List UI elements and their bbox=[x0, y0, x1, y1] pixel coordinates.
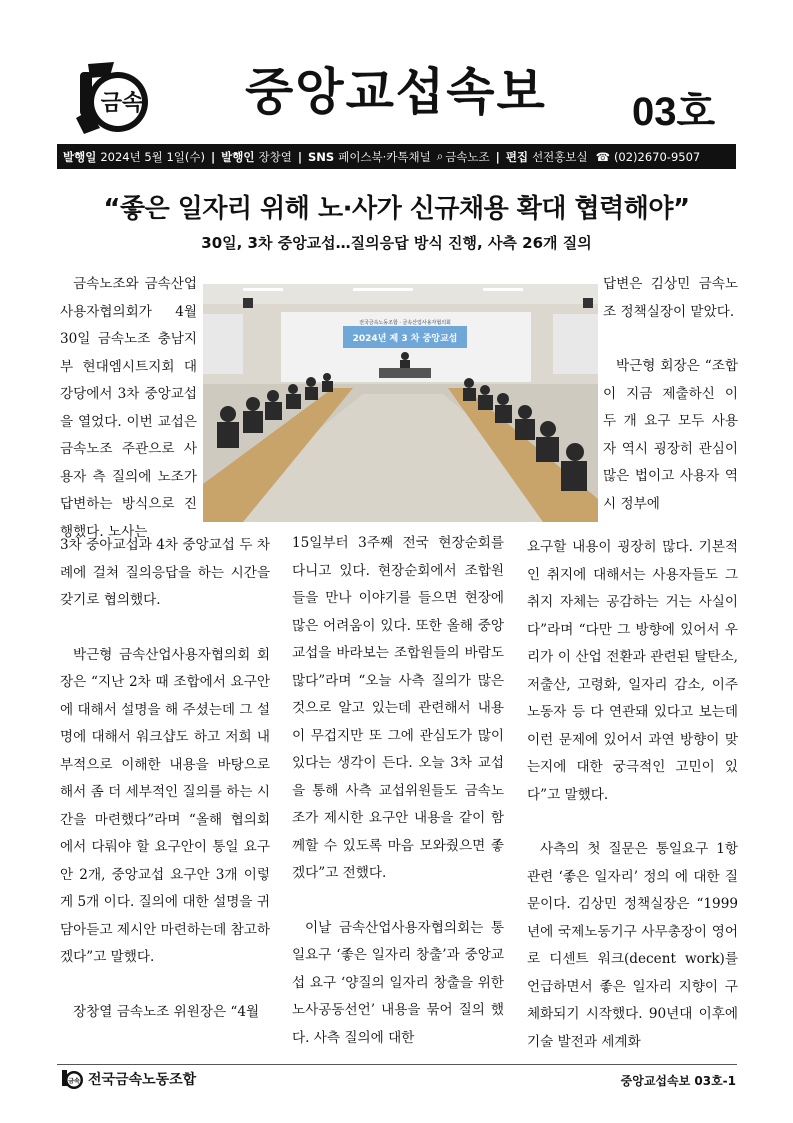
sns-label: SNS bbox=[308, 149, 335, 164]
search-icon: ⌕ bbox=[436, 149, 444, 163]
article-paragraph: 금속노조와 금속산업사용자협의회가 4월 30일 금속노조 충남지부 현대엠시트지회 대강당에서 3차 중앙교섭을 열었다. 이번 교섭은 금속노조 주관으로 사용자 측 질의에 노조가 답변하는 방식으로 진행했다. 노사는 bbox=[60, 276, 197, 540]
publisher-label: 발행인 bbox=[221, 149, 255, 164]
article-paragraph: 장창열 금속노조 위원장은 “4월 bbox=[73, 1003, 260, 1020]
phone-number: (02)2670-9507 bbox=[613, 149, 701, 164]
separator: | bbox=[297, 149, 303, 164]
pub-date: 2024년 5월 1일(수) bbox=[100, 149, 205, 164]
footer-divider bbox=[57, 1064, 737, 1065]
footer-page-label: 중앙교섭속보 03호-1 bbox=[620, 1074, 736, 1088]
banner-main-text: 2024년 제 3 차 중앙교섭 bbox=[352, 334, 458, 344]
footer-logo-text: 금속 bbox=[68, 1078, 80, 1085]
article-paragraph: 박근형 금속산업사용자협의회 회장은 “지난 2차 때 조합에서 요구안에 대해서 설명을 해 주셨는데 그 설명에 대해서 워크샵도 하고 저희 내부적으로 이해한 내용을 바탕으로 해서 좀 더 세부적인 질의를 하는 시간을 마련했다”라며 “올해 협의회에서 다뤄야 할 요구안이 통일 요구안 2개, 중앙교섭 요구안 3개 이렇게 5개 이다. 질의에 대한 설명을 귀담아듣고 제시안 마련하는데 참고하겠다”고 말했다. bbox=[60, 646, 270, 965]
article-column-3 bbox=[527, 534, 738, 1083]
phone-icon: ☎ bbox=[595, 149, 610, 164]
article-paragraph: 이날 금속산업사용자협의회는 통일요구 ‘좋은 일자리 창출’과 중앙교섭 요구 ‘양질의 일자리 창출을 위한 노사공동선언’ 내용을 묶어 질의 했다. 사측 질의에 대한 bbox=[292, 919, 504, 1046]
article-column-3-top bbox=[603, 271, 738, 518]
article-headline: “좋은 일자리 위해 노·사가 신규채용 확대 협력해야” bbox=[103, 194, 690, 224]
publication-info-bar bbox=[57, 144, 736, 169]
article-paragraph: 답변은 김상민 금속노조 정책실장이 맡았다. bbox=[603, 276, 738, 320]
footer-union-logo bbox=[60, 1068, 86, 1090]
editor: 선전홍보실 bbox=[532, 149, 588, 164]
article-subhead: 30일, 3차 중앙교섭…질의응답 방식 진행, 사측 26개 질의 bbox=[201, 234, 592, 252]
sns-search-term: 금속노조 bbox=[445, 149, 490, 164]
footer-union-name: 전국금속노동조합 bbox=[88, 1072, 197, 1088]
article-paragraph: 요구할 내용이 굉장히 많다. 기본적인 취지에 대해서는 사용자들도 그 취지 자체는 공감하는 거는 사실이다”라며 “다만 그 방향에 있어서 우리가 이 산업 전환과 관련된 탈탄소, 저출산, 고령화, 일자리 감소, 이주노동자 등 다 연관돼 있다고 보는데 이런 문제에 있어서 과연 방향이 맞는지에 대한 궁극적인 고민이 있다”고 말했다. bbox=[527, 539, 738, 803]
article-paragraph: 사측의 첫 질문은 통일요구 1항 관련 ‘좋은 일자리’ 정의 에 대한 질문이다. 김상민 정책실장은 “1999년에 국제노동기구 사무총장이 영어로 디센트 워크(decent work)를 언급하면서 좋은 일자리 지향이 구체화되기 시작했다. 90년대 이후에 기술 발전과 세계화 bbox=[527, 841, 738, 1050]
separator: | bbox=[495, 149, 500, 164]
article-column-2 bbox=[292, 530, 504, 1079]
meeting-photo bbox=[203, 284, 598, 522]
article-paragraph: 15일부터 3주째 전국 현장순회를 다니고 있다. 현장순회에서 조합원들을 만나 이야기를 들으면 현장에 많은 어려움이 있다. 또한 올해 중앙교섭을 바라보는 조합원들의 바람도 많다”라며 “오늘 사측 질의가 많은것으로 알고 있는데 관련해서 내용이 무겁지만 또 그에 관심도가 많이 있다는 생각이 든다. 오늘 3차 교섭을 통해 사측 교섭위원들도 금속노조가 제시한 요구안 내용을 같이 함께할 수 있도록 마음 모와줬으면 좋겠다”고 전했다. bbox=[292, 535, 504, 881]
article-paragraph: 3차 중아교섭과 4차 중앙교섭 두 차례에 걸쳐 질의응답을 하는 시간을 갖기로 협의했다. bbox=[60, 537, 270, 608]
separator: | bbox=[210, 149, 216, 164]
article-paragraph: 박근형 회장은 “조합이 지금 제출하신 이 두 개 요구 모두 사용자 역시 굉장히 관심이 많은 법이고 사용자 역시 정부에 bbox=[603, 358, 738, 512]
editor-label: 편집 bbox=[505, 149, 529, 164]
union-logo bbox=[70, 58, 162, 136]
logo-text: 금속 bbox=[100, 91, 144, 116]
article-column-1 bbox=[60, 532, 270, 1053]
pub-date-label: 발행일 bbox=[63, 149, 97, 164]
publisher: 장창열 bbox=[258, 149, 292, 164]
banner-org-text: 전국금속노동조합 · 금속산업사용자협의회 bbox=[359, 320, 451, 326]
issue-number: 03호 bbox=[632, 90, 716, 134]
publication-title: 중앙교섭속보 bbox=[245, 63, 547, 121]
sns-channels: 페이스북·카톡채널 bbox=[338, 149, 431, 164]
article-column-1-top bbox=[60, 271, 197, 573]
